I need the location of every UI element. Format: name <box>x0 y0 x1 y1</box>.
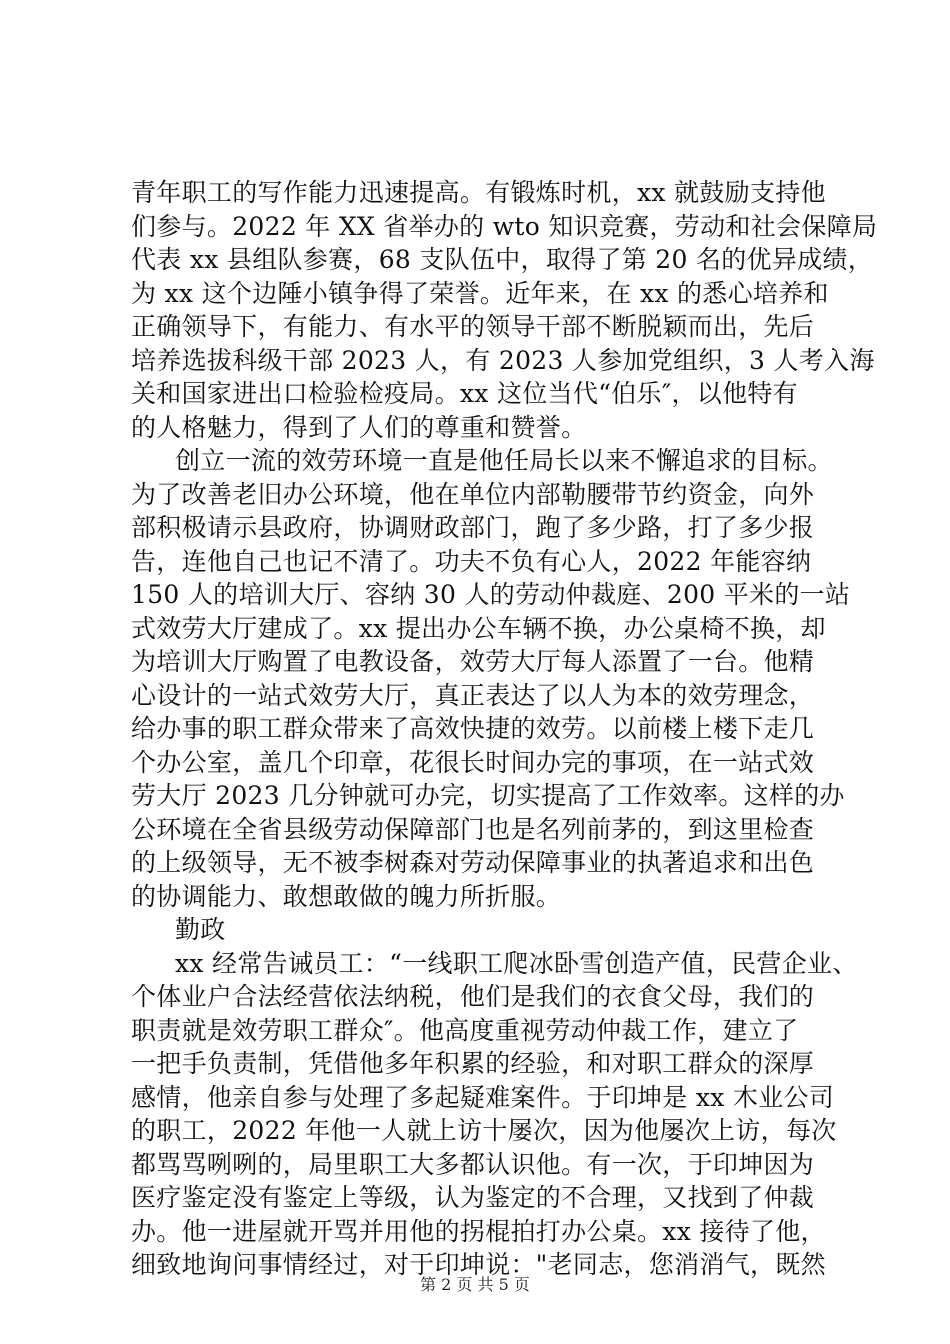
text-line: 个体业户合法经营依法纳税，他们是我们的衣食父母，我们的 <box>131 982 815 1011</box>
text-line: 部积极请示县政府，协调财政部门，跑了多少路，打了多少报 <box>131 513 815 542</box>
text-line: 的职工，2022 年他一人就上访十屡次，因为他屡次上访，每次 <box>131 1116 837 1145</box>
text-line: 给办事的职工群众带来了高效快捷的效劳。以前楼上楼下走几 <box>131 714 815 743</box>
text-line: 的上级领导，无不被李树森对劳动保障事业的执著追求和出色 <box>131 848 815 877</box>
text-line: 办。他一进屋就开骂并用他的拐棍拍打办公桌。xx 接待了他， <box>131 1216 826 1246</box>
text-line: 为培训大厅购置了电教设备，效劳大厅每人添置了一台。他精 <box>131 647 815 676</box>
text-line: 劳大厅 2023 几分钟就可办完，切实提高了工作效率。这样的办 <box>131 781 845 810</box>
text-line: 勤政 <box>175 915 226 944</box>
text-line: 代表 xx 县组队参赛，68 支队伍中，取得了第 20 名的优异成绩， <box>131 245 874 274</box>
text-line: 公环境在全省县级劳动保障部门也是名列前茅的，到这里检查 <box>131 814 815 844</box>
text-line: 细致地询问事情经过，对于印坤说："老同志，您消消气，既然 <box>131 1250 826 1279</box>
text-line: 医疗鉴定没有鉴定上等级，认为鉴定的不合理，又找到了仲裁 <box>131 1183 815 1212</box>
text-line: 个办公室，盖几个印章，花很长时间办完的事项，在一站式效 <box>131 747 815 777</box>
text-line: 的人格魅力，得到了人们的尊重和赞誉。 <box>131 412 587 442</box>
text-line: 心设计的一站式效劳大厅，真正表达了以人为本的效劳理念， <box>131 680 815 710</box>
text-line: xx 经常告诫员工：“一线职工爬冰卧雪创造产值，民营企业、 <box>175 948 858 978</box>
text-line: 创立一流的效劳环境一直是他任局长以来不懈追求的目标。 <box>175 446 833 475</box>
text-line: 培养选拔科级干部 2023 人，有 2023 人参加党组织，3 人考入海 <box>131 345 875 375</box>
text-line: 们参与。2022 年 XX 省举办的 wto 知识竞赛，劳动和社会保障局 <box>131 211 878 241</box>
text-line: 告，连他自己也记不清了。功夫不负有心人，2022 年能容纳 <box>131 546 812 576</box>
text-line: 一把手负责制，凭借他多年积累的经验，和对职工群众的深厚 <box>131 1049 815 1078</box>
text-line: 式效劳大厅建成了。xx 提出办公车辆不换，办公桌椅不换，却 <box>131 613 826 643</box>
text-line: 为了改善老旧办公环境，他在单位内部勒腰带节约资金，向外 <box>131 479 815 509</box>
text-line: 的协调能力、敢想敢做的魄力所折服。 <box>131 881 562 911</box>
text-line: 为 xx 这个边陲小镇争得了荣誉。近年来，在 xx 的悉心培养和 <box>131 278 829 308</box>
text-line: 职责就是效劳职工群众″。他高度重视劳动仲裁工作，建立了 <box>131 1015 799 1045</box>
page-footer: 第 2 页 共 5 页 <box>420 1275 530 1294</box>
text-line: 感情，他亲自参与处理了多起疑难案件。于印坤是 xx 木业公司 <box>131 1082 835 1112</box>
text-line: 150 人的培训大厅、容纳 30 人的劳动仲裁庭、200 平米的一站 <box>131 580 851 609</box>
text-line: 正确领导下，有能力、有水平的领导干部不断脱颖而出，先后 <box>131 312 815 341</box>
document-body <box>131 176 878 1282</box>
text-line: 青年职工的写作能力迅速提高。有锻炼时机，xx 就鼓励支持他 <box>131 178 826 207</box>
text-line: 关和国家进出口检验检疫局。xx 这位当代“伯乐″，以他特有 <box>131 379 798 408</box>
text-line: 都骂骂咧咧的，局里职工大多都认识他。有一次，于印坤因为 <box>131 1149 815 1179</box>
